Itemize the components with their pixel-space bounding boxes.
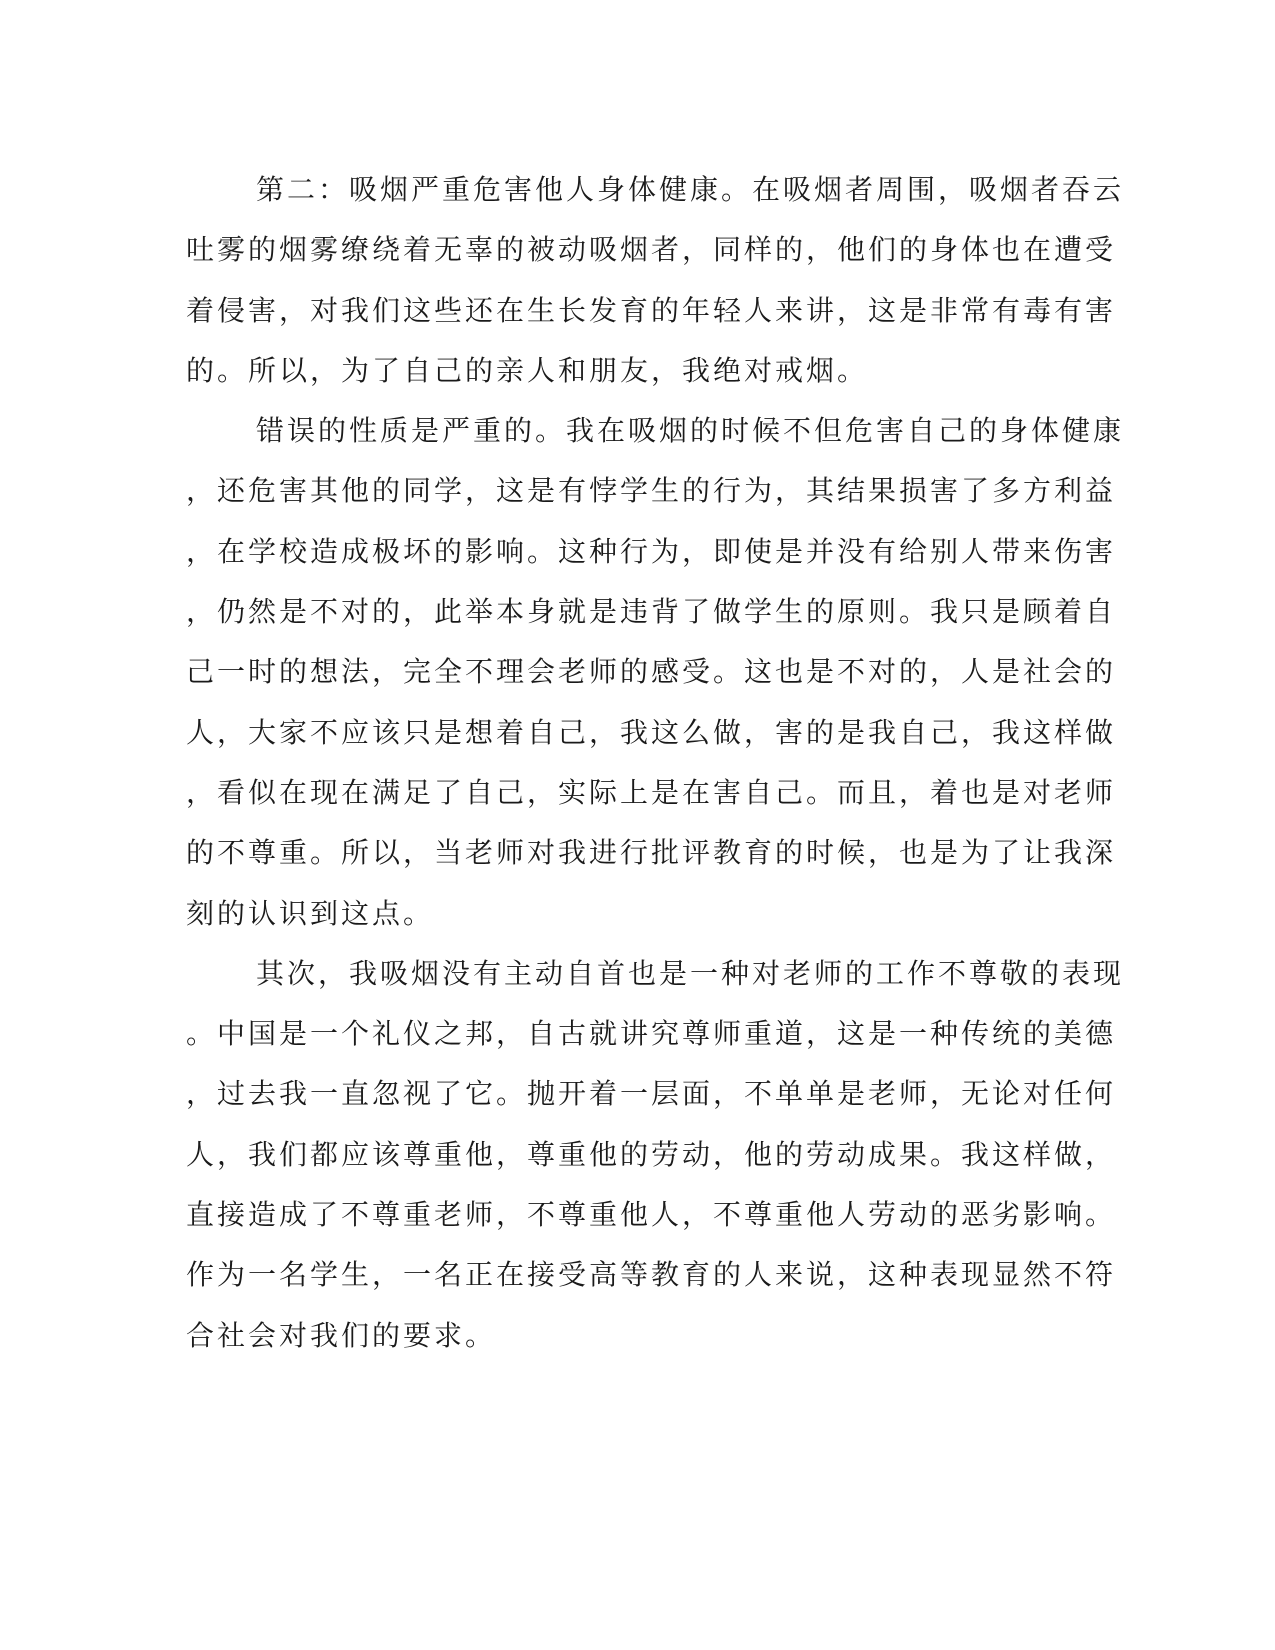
paragraph-line: ，过去我一直忽视了它。抛开着一层面，不单单是老师，无论对任何 <box>186 1077 1117 1111</box>
paragraph-line: 其次，我吸烟没有主动自首也是一种对老师的工作不尊敬的表现 <box>256 956 1125 990</box>
paragraph-line: 错误的性质是严重的。我在吸烟的时候不但危害自己的身体健康 <box>256 414 1125 448</box>
paragraph-line: 吐雾的烟雾缭绕着无辜的被动吸烟者，同样的，他们的身体也在遭受 <box>186 233 1117 267</box>
paragraph-line: 着侵害，对我们这些还在生长发育的年轻人来讲，这是非常有毒有害 <box>186 293 1117 327</box>
paragraph-line: 人，我们都应该尊重他，尊重他的劳动，他的劳动成果。我这样做， <box>186 1137 1117 1171</box>
paragraph-line: ，看似在现在满足了自己，实际上是在害自己。而且，着也是对老师 <box>186 775 1117 809</box>
paragraph-line: ，还危害其他的同学，这是有悖学生的行为，其结果损害了多方利益 <box>186 474 1117 508</box>
paragraph-2 <box>186 401 1125 944</box>
paragraph-3 <box>186 944 1125 1366</box>
paragraph-line: 合社会对我们的要求。 <box>186 1318 497 1352</box>
paragraph-line: 直接造成了不尊重老师，不尊重他人，不尊重他人劳动的恶劣影响。 <box>186 1198 1117 1232</box>
paragraph-line: 刻的认识到这点。 <box>186 896 435 930</box>
paragraph-line: 作为一名学生，一名正在接受高等教育的人来说，这种表现显然不符 <box>186 1258 1117 1292</box>
paragraph-line: ，在学校造成极坏的影响。这种行为，即使是并没有给别人带来伤害 <box>186 534 1117 568</box>
paragraph-1 <box>186 160 1125 401</box>
paragraph-line: 。中国是一个礼仪之邦，自古就讲究尊师重道，这是一种传统的美德 <box>186 1017 1117 1051</box>
document-body <box>186 160 1125 1366</box>
paragraph-line: ，仍然是不对的，此举本身就是违背了做学生的原则。我只是顾着自 <box>186 595 1117 629</box>
paragraph-line: 己一时的想法，完全不理会老师的感受。这也是不对的，人是社会的 <box>186 655 1117 689</box>
paragraph-line: 的不尊重。所以，当老师对我进行批评教育的时候，也是为了让我深 <box>186 836 1117 870</box>
paragraph-line: 的。所以，为了自己的亲人和朋友，我绝对戒烟。 <box>186 353 869 387</box>
paragraph-line: 第二：吸烟严重危害他人身体健康。在吸烟者周围，吸烟者吞云 <box>256 173 1125 206</box>
paragraph-line: 人，大家不应该只是想着自己，我这么做，害的是我自己，我这样做 <box>186 715 1117 749</box>
